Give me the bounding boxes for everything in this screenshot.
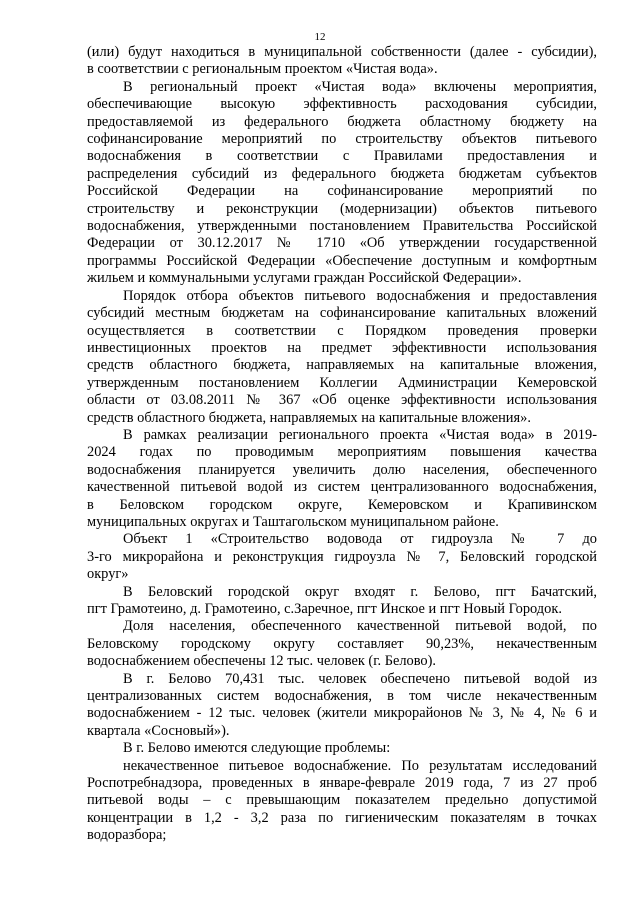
- text-line: инвестиционных проектов на предмет эффективности использования: [87, 339, 597, 356]
- paragraph: [87, 740, 597, 757]
- text-line: округ»: [87, 566, 129, 583]
- text-line: 2024 годах по проводимым мероприятиям повышения качества: [87, 444, 597, 461]
- page-number: 12: [314, 31, 326, 43]
- text-line: Российской Федерации на софинансирование мероприятий по: [87, 183, 597, 200]
- text-line: жильем и коммунальными услугами граждан Российской Федерации».: [87, 270, 522, 287]
- text-line: муниципальных округах и Таштагольском муниципальном районе.: [87, 513, 499, 530]
- text-line: Роспотребнадзора, проведенных в январе-феврале 2019 года, 7 из 27 проб: [87, 775, 597, 792]
- text-line: софинансирование мероприятий по строительству объектов питьевого: [87, 131, 597, 148]
- text-line: в Беловском городском округе, Кемеровском и Крапивинском: [87, 496, 597, 513]
- text-line: утвержденным постановлением Коллегии Администрации Кемеровской: [87, 374, 597, 391]
- text-line: программы Российской Федерации «Обеспечение доступным и комфортным: [87, 252, 597, 269]
- text-line: водоснабжения планируется увеличить долю населения, обеспеченного: [87, 461, 597, 478]
- text-line: 3-го микрорайона и реконструкция гидроузла № 7, Беловский городской: [87, 548, 597, 565]
- text-line: Беловскому городскому округу составляет 90,23%, некачественным: [87, 635, 597, 652]
- text-line: В рамках реализации регионального проекта «Чистая вода» в 2019-: [123, 426, 597, 443]
- paragraph: [87, 618, 597, 670]
- text-line: в соответствии с региональным проектом «Чистая вода».: [87, 61, 438, 78]
- text-line: водоразбора;: [87, 827, 167, 844]
- text-line: средств областного бюджета, направляемых на капитальные вложения».: [87, 409, 531, 426]
- text-line: области от 03.08.2011 № 367 «Об оценке эффективности использования: [87, 392, 597, 409]
- text-line: Объект 1 «Строительство водовода от гидроузла № 7 до: [123, 531, 597, 548]
- text-line: некачественное питьевое водоснабжение. По результатам исследований: [123, 757, 597, 774]
- text-line: предоставляемой из федерального бюджета областному бюджету на: [87, 113, 597, 130]
- text-line: осуществляется в соответствии с Порядком проведения проверки: [87, 322, 597, 339]
- paragraph: [87, 671, 597, 741]
- paragraph: [87, 79, 597, 288]
- text-line: качественной питьевой водой из систем централизованного водоснабжения,: [87, 479, 597, 496]
- paragraph: [87, 44, 597, 79]
- paragraph: [87, 584, 597, 619]
- text-line: питьевой воды – с превышающим показателем предельно допустимой: [87, 792, 597, 809]
- text-line: средств областного бюджета, направляемых на капитальные вложения,: [87, 357, 597, 374]
- text-line: водоснабжения, утвержденными постановлением Правительства Российской: [87, 218, 597, 235]
- text-line: распределения субсидий из федерального бюджета бюджетам субъектов: [87, 165, 597, 182]
- text-line: В региональный проект «Чистая вода» включены мероприятия,: [123, 78, 597, 95]
- text-line: централизованных систем водоснабжения, в том числе некачественным: [87, 688, 597, 705]
- text-line: пгт Грамотеино, д. Грамотеино, с.Заречное, пгт Инское и пгт Новый Городок.: [87, 601, 562, 617]
- text-line: водоснабжения в соответствии с Правилами предоставления и: [87, 148, 597, 165]
- text-line: субсидий местным бюджетам на софинансирование капитальных вложений: [87, 305, 597, 322]
- text-line: (или) будут находиться в муниципальной собственности (далее - субсидии),: [87, 44, 597, 60]
- text-line: строительству и реконструкции (модернизации) объектов питьевого: [87, 200, 597, 217]
- text-line: В Беловский городской округ входят г. Белово, пгт Бачатский,: [123, 583, 597, 600]
- text-line: В г. Белово 70,431 тыс. человек обеспечено питьевой водой из: [123, 670, 597, 687]
- paragraph: [87, 758, 597, 845]
- paragraph: [87, 427, 597, 531]
- paragraph: [87, 288, 597, 427]
- paragraph: [87, 531, 597, 583]
- text-line: В г. Белово имеются следующие проблемы:: [123, 740, 391, 757]
- text-line: квартала «Сосновый»).: [87, 722, 230, 739]
- document-body: [87, 44, 597, 845]
- text-line: водоснабжением обеспечены 12 тыс. человек (г. Белово).: [87, 653, 436, 670]
- text-line: Порядок отбора объектов питьевого водоснабжения и предоставления: [123, 287, 597, 304]
- text-line: концентрации в 1,2 - 3,2 раза по гигиеническим показателям в точках: [87, 809, 597, 826]
- text-line: Доля населения, обеспеченного качественной питьевой водой, по: [123, 618, 597, 635]
- text-line: Федерации от 30.12.2017 № 1710 «Об утверждении государственной: [87, 235, 597, 252]
- text-line: водоснабжением - 12 тыс. человек (жители микрорайонов № 3, № 4, № 6 и: [87, 705, 597, 722]
- text-line: обеспечивающие высокую эффективность расходования субсидии,: [87, 96, 597, 113]
